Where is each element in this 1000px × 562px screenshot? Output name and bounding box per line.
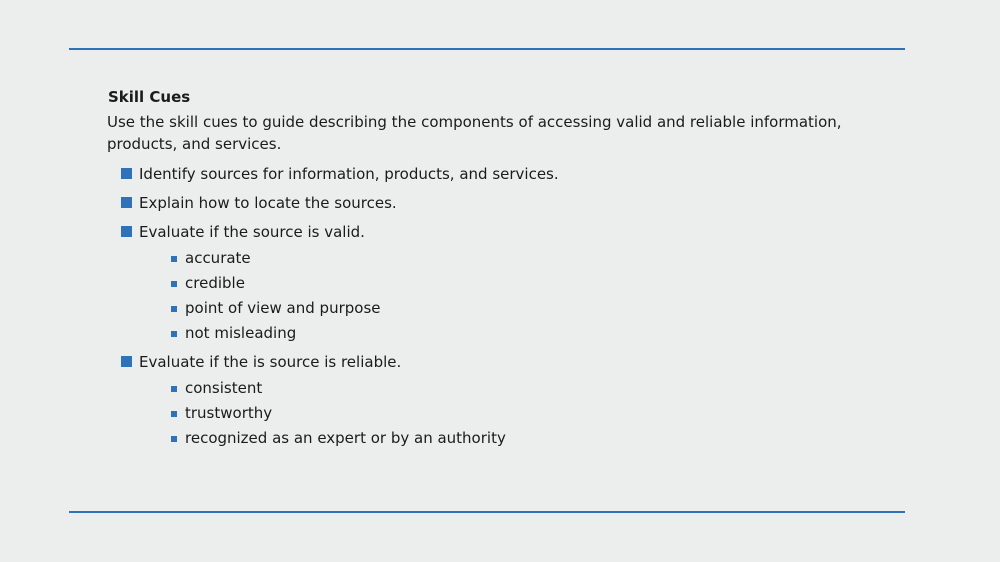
sub-bullet-item — [139, 402, 908, 424]
section-heading: Skill Cues — [108, 88, 191, 106]
square-bullet-icon — [121, 226, 132, 237]
sub-bullet-text: consistent — [185, 379, 263, 397]
square-bullet-icon — [121, 168, 132, 179]
small-square-bullet-icon — [171, 411, 177, 417]
bullet-item — [108, 351, 908, 449]
bullet-item — [108, 192, 908, 214]
small-square-bullet-icon — [171, 281, 177, 287]
skill-cues-section — [108, 86, 908, 456]
sub-bullet-text: accurate — [185, 249, 251, 267]
bullet-text: Identify sources for information, products, and services. — [139, 165, 559, 183]
bullet-text: Evaluate if the source is valid. — [139, 223, 365, 241]
sub-bullet-item — [139, 322, 908, 344]
square-bullet-icon — [121, 356, 132, 367]
bullet-item — [108, 163, 908, 185]
sub-bullet-item — [139, 427, 908, 449]
small-square-bullet-icon — [171, 331, 177, 337]
bottom-divider — [69, 511, 905, 513]
small-square-bullet-icon — [171, 386, 177, 392]
small-square-bullet-icon — [171, 436, 177, 442]
intro-text: Use the skill cues to guide describing the components of accessing valid and reliable information, products, and services. — [107, 113, 842, 153]
sub-bullet-list — [139, 247, 908, 344]
sub-bullet-item — [139, 377, 908, 399]
sub-bullet-text: point of view and purpose — [185, 299, 381, 317]
bullet-text: Evaluate if the is source is reliable. — [139, 353, 402, 371]
square-bullet-icon — [121, 197, 132, 208]
bullet-item — [108, 221, 908, 344]
bullet-text: Explain how to locate the sources. — [139, 194, 397, 212]
sub-bullet-list — [139, 377, 908, 449]
small-square-bullet-icon — [171, 306, 177, 312]
sub-bullet-item — [139, 247, 908, 269]
sub-bullet-item — [139, 297, 908, 319]
sub-bullet-text: recognized as an expert or by an authority — [185, 429, 506, 447]
sub-bullet-text: credible — [185, 274, 245, 292]
sub-bullet-text: trustworthy — [185, 404, 273, 422]
sub-bullet-text: not misleading — [185, 324, 297, 342]
small-square-bullet-icon — [171, 256, 177, 262]
top-divider — [69, 48, 905, 50]
bullet-list — [108, 163, 908, 449]
sub-bullet-item — [139, 272, 908, 294]
